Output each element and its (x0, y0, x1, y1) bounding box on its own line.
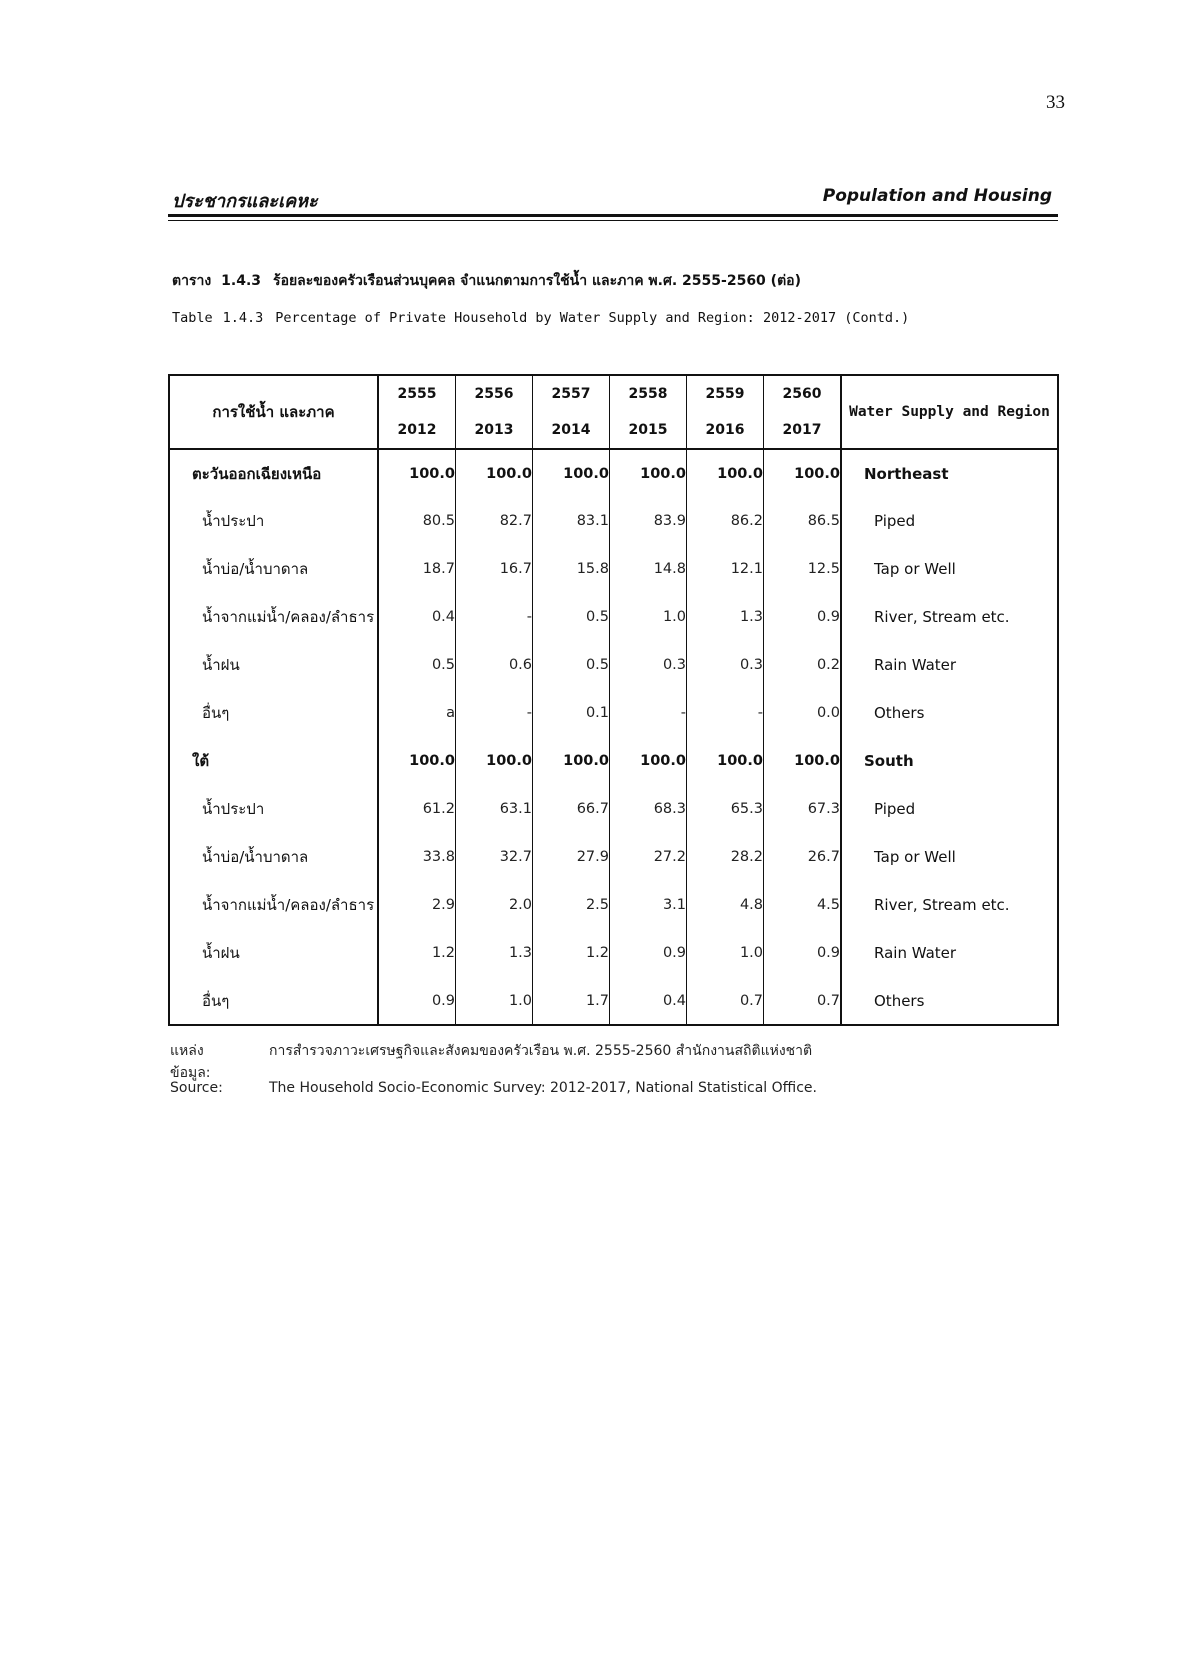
row-label-thai: อื่นๆ (169, 689, 378, 737)
year-be: 2560 (782, 386, 822, 402)
cell-value: 1.0 (456, 977, 533, 1025)
row-label-english: Northeast (864, 464, 949, 483)
cell-value: 0.3 (610, 641, 687, 689)
row-label-thai: น้ำจากแม่น้ำ/คลอง/ลำธาร (169, 881, 378, 929)
row-label-thai: น้ำจากแม่น้ำ/คลอง/ลำธาร (169, 593, 378, 641)
source-text-thai: การสำรวจภาวะเศรษฐกิจและสังคมของครัวเรือน พ.ศ. 2555-2560 สำนักงานสถิติแห่งชาติ (269, 1043, 813, 1059)
cell-value: 1.7 (533, 977, 610, 1025)
title-en-text: Percentage of Private Household by Water Supply and Region: 2012-2017 (Contd.) (275, 310, 910, 326)
cell-value: 66.7 (533, 785, 610, 833)
cell-value: 100.0 (456, 737, 533, 785)
cell-value: 100.0 (764, 737, 842, 785)
row-label-english: Others (874, 704, 925, 722)
cell-value: a (378, 689, 456, 737)
row-label-english: Piped (874, 512, 916, 530)
header-year (533, 375, 610, 449)
row-label-thai: น้ำบ่อ/น้ำบาดาล (169, 545, 378, 593)
row-label-english: River, Stream etc. (874, 896, 1010, 914)
cell-value: 67.3 (764, 785, 842, 833)
cell-value: 0.2 (764, 641, 842, 689)
cell-value: 0.5 (378, 641, 456, 689)
year-ce: 2016 (705, 422, 745, 438)
table-row (169, 545, 1058, 593)
cell-value: 1.0 (610, 593, 687, 641)
header-year (456, 375, 533, 449)
table-row (169, 641, 1058, 689)
cell-value: 0.5 (533, 641, 610, 689)
row-label-thai: น้ำฝน (169, 641, 378, 689)
cell-value: 61.2 (378, 785, 456, 833)
year-be: 2558 (628, 386, 668, 402)
cell-value: 86.5 (764, 497, 842, 545)
cell-value: 63.1 (456, 785, 533, 833)
year-ce: 2015 (628, 422, 668, 438)
cell-value: 100.0 (533, 737, 610, 785)
page-number: 33 (1046, 92, 1065, 113)
cell-value: 0.7 (687, 977, 764, 1025)
running-head-thai: ประชากรและเคหะ (172, 191, 318, 212)
year-be: 2557 (551, 386, 591, 402)
table-row (169, 785, 1058, 833)
cell-value: 18.7 (378, 545, 456, 593)
source-text-english: The Household Socio-Economic Survey: 2012-2017, National Statistical Office. (269, 1080, 817, 1096)
row-label-english: River, Stream etc. (874, 608, 1010, 626)
cell-value: 1.0 (687, 929, 764, 977)
table-title-english (172, 310, 909, 326)
row-label-english: Tap or Well (874, 560, 956, 578)
table-title-thai (172, 270, 801, 292)
cell-value: 68.3 (610, 785, 687, 833)
table-row (169, 689, 1058, 737)
cell-value: 0.1 (533, 689, 610, 737)
row-label-english: South (864, 752, 914, 770)
year-ce: 2012 (397, 422, 437, 438)
row-label-thai: น้ำประปา (169, 785, 378, 833)
region-row (169, 449, 1058, 497)
table-row (169, 977, 1058, 1025)
cell-value: 100.0 (456, 449, 533, 497)
title-thai-prefix: ตาราง (172, 273, 212, 289)
cell-value: 1.3 (687, 593, 764, 641)
cell-value: 0.3 (687, 641, 764, 689)
cell-value: 4.8 (687, 881, 764, 929)
cell-value: 0.4 (378, 593, 456, 641)
row-label-english: Rain Water (874, 656, 957, 674)
row-label-english: Tap or Well (874, 848, 956, 866)
cell-value: 100.0 (687, 449, 764, 497)
cell-value: 0.5 (533, 593, 610, 641)
table-row (169, 929, 1058, 977)
year-be: 2556 (474, 386, 514, 402)
cell-value: 0.6 (456, 641, 533, 689)
cell-value: 2.5 (533, 881, 610, 929)
cell-value: - (456, 593, 533, 641)
cell-value: 2.9 (378, 881, 456, 929)
table-header-row (169, 375, 1058, 449)
cell-value: - (610, 689, 687, 737)
title-en-prefix: Table (172, 310, 213, 326)
cell-value: 16.7 (456, 545, 533, 593)
cell-value: 65.3 (687, 785, 764, 833)
source-label-english: Source: (170, 1080, 223, 1096)
header-year (764, 375, 842, 449)
table-row (169, 497, 1058, 545)
title-thai-text: ร้อยละของครัวเรือนส่วนบุคคล จำแนกตามการใช้น้ำ และภาค พ.ศ. 2555-2560 (ต่อ) (273, 273, 801, 289)
year-be: 2555 (397, 386, 437, 402)
cell-value: 15.8 (533, 545, 610, 593)
cell-value: 0.9 (764, 593, 842, 641)
title-thai-number: 1.4.3 (221, 273, 262, 289)
cell-value: - (687, 689, 764, 737)
cell-value: 0.9 (378, 977, 456, 1025)
title-en-number: 1.4.3 (222, 310, 264, 326)
cell-value: 12.5 (764, 545, 842, 593)
cell-value: 100.0 (764, 449, 842, 497)
cell-value: 33.8 (378, 833, 456, 881)
row-label-thai: ตะวันออกเฉียงเหนือ (169, 449, 378, 497)
year-ce: 2017 (782, 422, 822, 438)
cell-value: 27.9 (533, 833, 610, 881)
header-rule-thick (168, 214, 1058, 217)
cell-value: 100.0 (378, 737, 456, 785)
cell-value: 1.2 (533, 929, 610, 977)
cell-value: 1.3 (456, 929, 533, 977)
cell-value: 80.5 (378, 497, 456, 545)
table-row (169, 881, 1058, 929)
row-label-thai: น้ำประปา (169, 497, 378, 545)
header-year (378, 375, 456, 449)
row-label-thai: ใต้ (169, 737, 378, 785)
cell-value: 100.0 (378, 449, 456, 497)
year-ce: 2014 (551, 422, 591, 438)
running-head-english: Population and Housing (822, 186, 1052, 206)
table-row (169, 833, 1058, 881)
cell-value: 14.8 (610, 545, 687, 593)
cell-value: 0.4 (610, 977, 687, 1025)
cell-value: 83.9 (610, 497, 687, 545)
year-ce: 2013 (474, 422, 514, 438)
cell-value: 100.0 (610, 449, 687, 497)
header-year (687, 375, 764, 449)
table-body (169, 449, 1058, 1025)
header-english-label: Water Supply and Region (841, 375, 1058, 449)
row-label-thai: น้ำฝน (169, 929, 378, 977)
cell-value: 86.2 (687, 497, 764, 545)
cell-value: 0.7 (764, 977, 842, 1025)
cell-value: 100.0 (533, 449, 610, 497)
header-rule-thin (168, 220, 1058, 221)
region-row (169, 737, 1058, 785)
cell-value: 2.0 (456, 881, 533, 929)
cell-value: 100.0 (687, 737, 764, 785)
cell-value: 27.2 (610, 833, 687, 881)
cell-value: 32.7 (456, 833, 533, 881)
water-supply-table (168, 374, 1059, 1026)
header-year (610, 375, 687, 449)
running-head (168, 186, 1058, 212)
cell-value: 83.1 (533, 497, 610, 545)
row-label-thai: อื่นๆ (169, 977, 378, 1025)
cell-value: 0.9 (764, 929, 842, 977)
table-row (169, 593, 1058, 641)
header-thai-label: การใช้น้ำ และภาค (169, 375, 378, 449)
cell-value: 1.2 (378, 929, 456, 977)
cell-value: - (456, 689, 533, 737)
row-label-english: Rain Water (874, 944, 957, 962)
year-be: 2559 (705, 386, 745, 402)
cell-value: 28.2 (687, 833, 764, 881)
source-label-thai: แหล่งข้อมูล: (170, 1043, 211, 1081)
row-label-thai: น้ำบ่อ/น้ำบาดาล (169, 833, 378, 881)
cell-value: 26.7 (764, 833, 842, 881)
cell-value: 100.0 (610, 737, 687, 785)
cell-value: 4.5 (764, 881, 842, 929)
cell-value: 12.1 (687, 545, 764, 593)
cell-value: 3.1 (610, 881, 687, 929)
cell-value: 0.9 (610, 929, 687, 977)
row-label-english: Others (874, 991, 925, 1010)
row-label-english: Piped (874, 800, 916, 818)
cell-value: 82.7 (456, 497, 533, 545)
cell-value: 0.0 (764, 689, 842, 737)
